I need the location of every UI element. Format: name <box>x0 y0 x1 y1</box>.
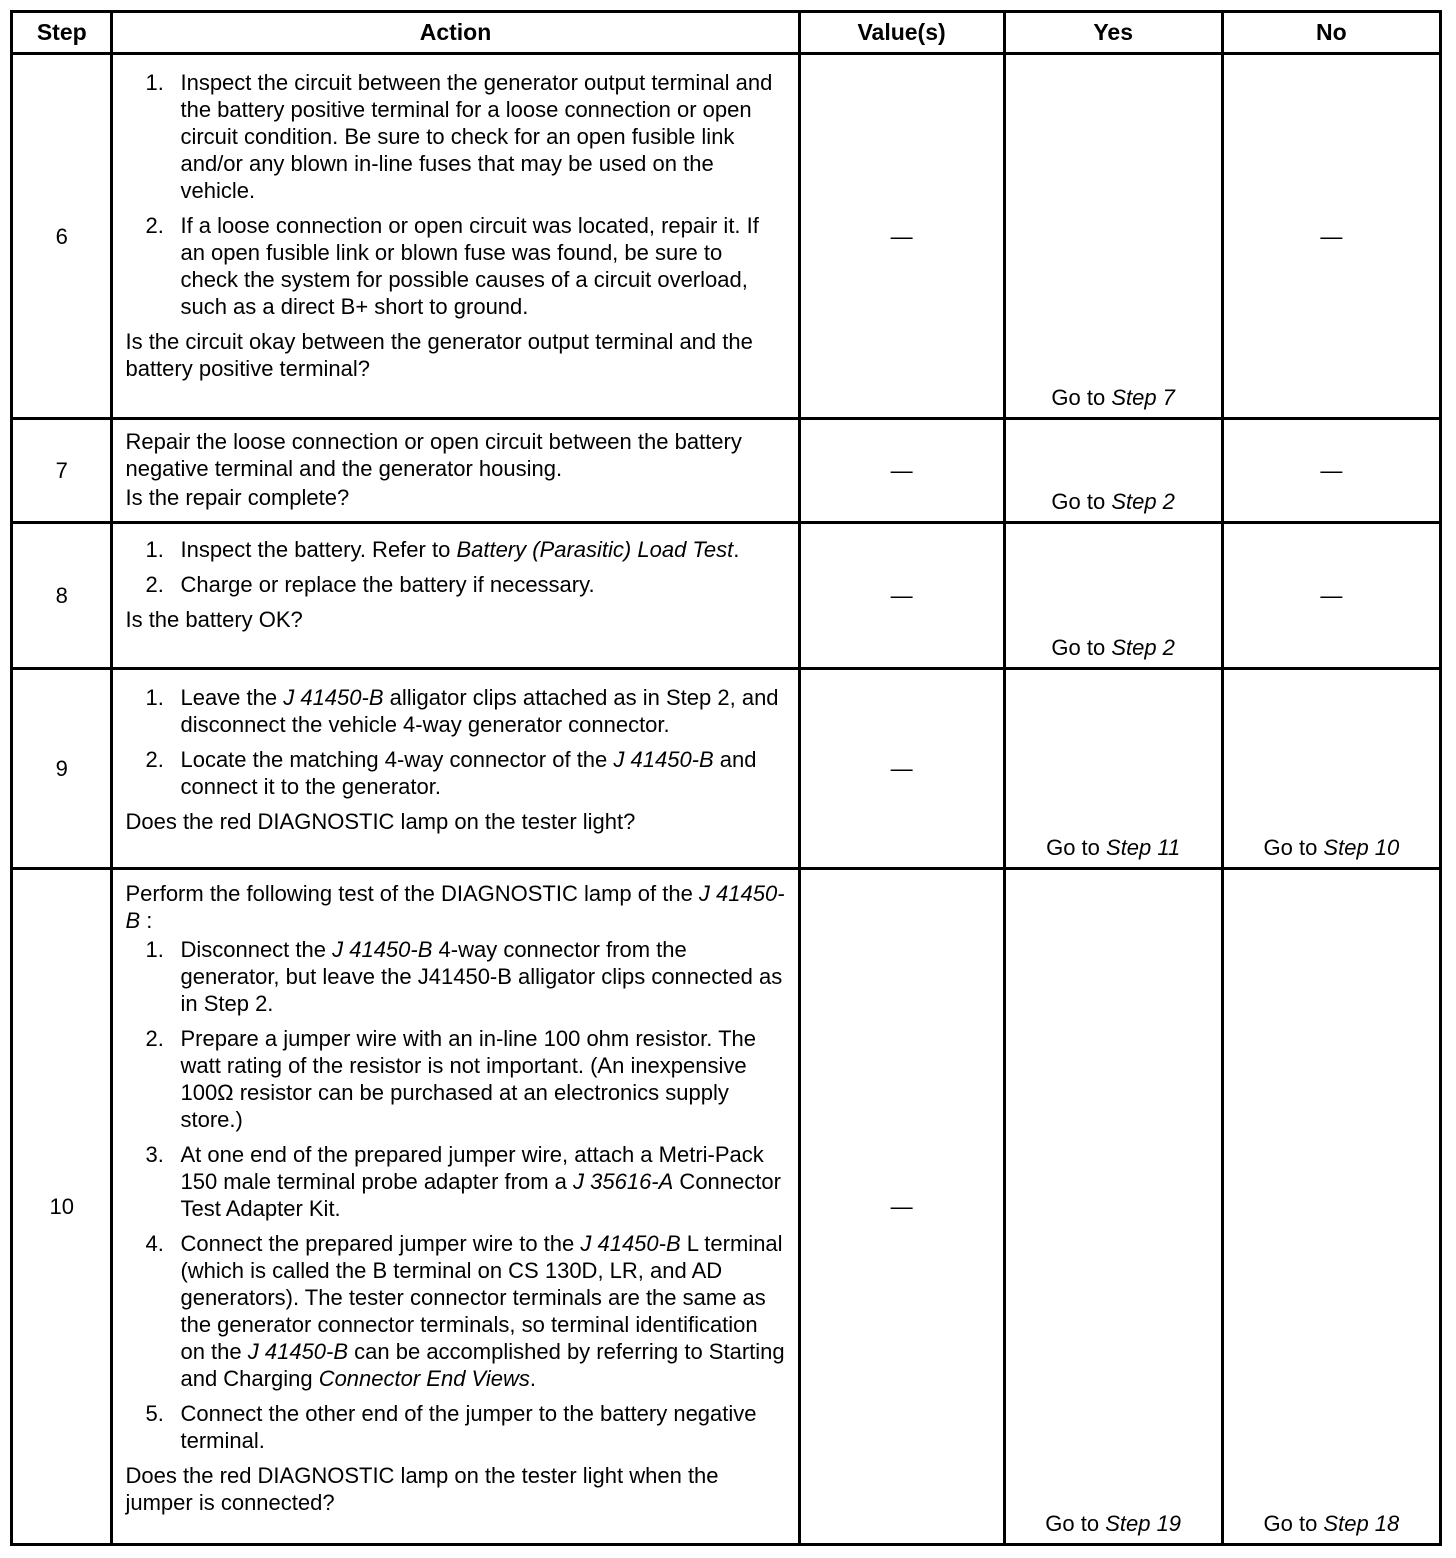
no-cell: Go to Step 10 <box>1222 669 1440 869</box>
value-cell: — <box>799 869 1004 1545</box>
action-cell <box>112 869 799 1545</box>
action-list <box>125 536 785 598</box>
step-number: 9 <box>12 669 112 869</box>
step-link: Step 2 <box>1111 489 1175 514</box>
header-no: No <box>1222 12 1440 54</box>
action-cell <box>112 419 799 523</box>
list-item: 1. Disconnect the J 41450-B 4-way connector from the generator, but leave the J41450-B alligator clips connected as in Step 2. <box>145 937 783 1016</box>
list-item: 3. At one end of the prepared jumper wire, attach a Metri-Pack 150 male terminal probe adapter from a J 35616-A Connector Test Adapter Kit. <box>145 1142 781 1221</box>
header-step: Step <box>12 12 112 54</box>
no-cell: — <box>1222 419 1440 523</box>
step-link: Step 7 <box>1111 385 1175 410</box>
table-row-step-9 <box>12 669 1441 869</box>
no-cell: — <box>1222 54 1440 419</box>
action-cell <box>112 523 799 669</box>
action-cell <box>112 669 799 869</box>
no-cell: Go to Step 18 <box>1222 869 1440 1545</box>
list-item: 1. Inspect the battery. Refer to Battery (Parasitic) Load Test. <box>145 537 740 562</box>
action-intro: Perform the following test of the DIAGNOSTIC lamp of the J 41450-B : <box>125 881 785 933</box>
value-cell: — <box>799 669 1004 869</box>
header-row <box>12 12 1441 54</box>
question-text: Is the battery OK? <box>125 607 303 632</box>
step-number: 10 <box>12 869 112 1545</box>
header-yes: Yes <box>1004 12 1222 54</box>
step-number: 6 <box>12 54 112 419</box>
table-row-step-7 <box>12 419 1441 523</box>
step-link: Step 11 <box>1106 835 1181 860</box>
step-link: Step 18 <box>1323 1511 1400 1536</box>
yes-cell: Go to Step 19 <box>1004 869 1222 1545</box>
action-list <box>125 684 785 800</box>
question-text: Does the red DIAGNOSTIC lamp on the tester light when the jumper is connected? <box>125 1463 719 1515</box>
action-list <box>125 936 785 1454</box>
table-row-step-8 <box>12 523 1441 669</box>
header-values: Value(s) <box>799 12 1004 54</box>
no-cell: — <box>1222 523 1440 669</box>
list-item: 2. Charge or replace the battery if necessary. <box>145 572 595 597</box>
action-cell <box>112 54 799 419</box>
value-cell: — <box>799 54 1004 419</box>
list-item: 1. Leave the J 41450-B alligator clips attached as in Step 2, and disconnect the vehicle 4-way generator connector. <box>145 685 779 737</box>
yes-cell: Go to Step 11 <box>1004 669 1222 869</box>
table-row-step-10 <box>12 869 1441 1545</box>
list-item: 2. If a loose connection or open circuit was located, repair it. If an open fusible link or blown fuse was found, be sure to check the system for possible causes of a circuit overload, such as a direct B+ short to ground. <box>145 213 759 319</box>
question-text: Is the circuit okay between the generator output terminal and the battery positive terminal? <box>125 329 753 381</box>
yes-cell: Go to Step 2 <box>1004 523 1222 669</box>
step-link: Step 2 <box>1111 635 1175 660</box>
action-list <box>125 69 785 320</box>
question-text: Does the red DIAGNOSTIC lamp on the tester light? <box>125 809 636 834</box>
header-action: Action <box>112 12 799 54</box>
value-cell: — <box>799 419 1004 523</box>
value-cell: — <box>799 523 1004 669</box>
step-number: 8 <box>12 523 112 669</box>
question-text: Is the repair complete? <box>125 485 350 510</box>
action-text: Repair the loose connection or open circuit between the battery negative terminal and the generator housing. <box>125 429 742 481</box>
list-item: 2. Locate the matching 4-way connector of the J 41450-B and connect it to the generator. <box>145 747 757 799</box>
yes-cell: Go to Step 2 <box>1004 419 1222 523</box>
step-link: Step 19 <box>1105 1511 1182 1536</box>
list-item: 1. Inspect the circuit between the generator output terminal and the battery positive terminal for a loose connection or open circuit condition. Be sure to check for an open fusible link and/or any blown in-line fuses that may be used on the vehicle. <box>145 70 773 203</box>
yes-cell: Go to Step 7 <box>1004 54 1222 419</box>
step-link: Step 10 <box>1323 835 1400 860</box>
diagnostic-table <box>10 10 1442 1546</box>
list-item: 2. Prepare a jumper wire with an in-line 100 ohm resistor. The watt rating of the resistor is not important. (An inexpensive 100Ω resistor can be purchased at an electronics supply store.) <box>145 1026 757 1132</box>
list-item: 5. Connect the other end of the jumper to the battery negative terminal. <box>145 1401 757 1453</box>
table-row-step-6 <box>12 54 1441 419</box>
step-number: 7 <box>12 419 112 523</box>
list-item: 4. Connect the prepared jumper wire to the J 41450-B L terminal (which is called the B terminal on CS 130D, LR, and AD generators). The tester connector terminals are the same as the generator connector terminals, so terminal identification on the J 41450-B can be accomplished by referring to Starting and Charging Connector End Views. <box>145 1231 785 1391</box>
